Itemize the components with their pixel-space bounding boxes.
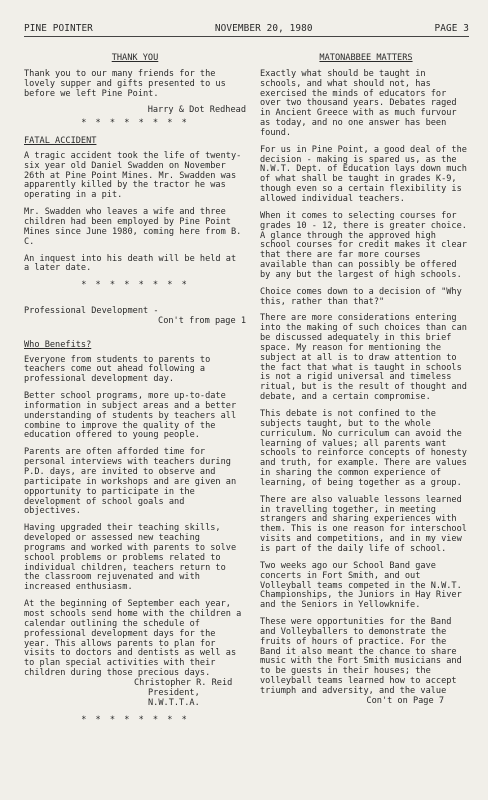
continued-notice: Con't on Page 7 [366,695,444,706]
accident-paragraph: Mr. Swadden who leaves a wife and three children had been employed by Pine Point Mines since June 1980, coming here from B. C. [24,207,242,247]
prof-dev-paragraph: Everyone from students to parents to teachers come out ahead following a professional development day. [24,354,211,385]
article-paragraph: When it comes to selecting courses for grades 10 - 12, there is greater choice. A glance through the approved high school courses for credit makes it clear that there are far more courses available than can possibly be offered by any but the largest of high schools. [260,210,467,280]
article-paragraph: Exactly what should be taught in schools, and what should not, has exercised the minds of educators for over two thousand years. Debates raged in Ancient Greece with as much furvour as today, and no one answer has been found. [260,68,457,138]
article-paragraph: This debate is not confined to the subjects taught, but to the whole curriculum. No curriculum can avoid the learning of values; all parents want schools to reinforce concepts of honesty and truth, for example. There are values in sharing the common experience of learning, of being together as a group. [260,409,467,488]
prof-dev-paragraph: Better school programs, more up-to-date information in subject areas and a better understanding of students by teachers all combine to improve the quality of the education offered to young people. [24,391,237,441]
thank-you-heading: THANK YOU [111,53,159,63]
accident-paragraph: An inquest into his death will be held at a later date. [24,253,237,274]
section-divider: * * * * * * * * [81,118,189,129]
prof-dev-continued: Con't from page 1 [158,315,246,326]
signer-org: N.W.T.T.A. [148,697,200,708]
article-paragraph: For us in Pine Point, a good deal of the decision - making is spared us, as the N.W.T. Dept. of Education lays down much of what shall be taught in grades K-9, though even so a certain flexibility is allowed individual teachers. [260,144,467,204]
prof-dev-paragraph: Having upgraded their teaching skills, developed or assessed new teaching programs and worked with parents to solve school problems or problems related to individual children, teachers return to the classroom rejuvenated and with increased enthusiasm. [24,523,237,593]
right-column [260,54,472,707]
signer-title: President, [148,687,200,698]
accident-paragraph: A tragic accident took the life of twenty-six year old Daniel Swadden on November 26th at Pine Point Mines. Mr. Swadden was apparently killed by the tractor he was operating in a pit. [24,150,242,201]
prof-dev-paragraph: At the beginning of September each year, most schools send home with the children a calendar outlining the schedule of professional development days for the year. This allows parents to plan for visits to doctors and dentists as well as to plan special activities with their children during those precious days. [24,599,242,679]
prof-dev-paragraph: Parents are often afforded time for personal interviews with teachers during P.D. days, are invited to observe and participate in workshops and are given an opportunity to participate in the development of school goals and objectives. [24,447,237,517]
prof-dev-title: Professional Development - [24,306,159,317]
section-divider: * * * * * * * * [81,280,189,291]
left-column [24,54,246,734]
issue-date: NOVEMBER 20, 1980 [214,23,313,34]
page-header [24,23,469,37]
thank-you-signature: Harry & Dot Redhead [147,105,246,116]
article-paragraph: Two weeks ago our School Band gave concerts in Fort Smith, and out Volleyball teams competed in the N.W.T. Championships, the Juniors in Hay River and the Seniors in Yellowknife. [260,560,462,611]
page-number: PAGE 3 [434,23,469,34]
article-paragraph: There are also valuable lessons learned in travelling together, in meeting strangers and sharing experiences with them. This is one reason for interschool visits and competitions, and in my view is part of the daily life of school. [260,494,467,554]
section-divider: * * * * * * * * [81,715,189,726]
article-paragraph: These were opportunities for the Band and Volleyballers to demonstrate the fruits of hours of practice. For the Band it also meant the chance to share music with the Fort Smith musicians and to be guests in their houses; the volleyball teams learned how to accept triumph and adversity, and the value [260,617,462,696]
signer-name: Christopher R. Reid [134,677,233,688]
article-paragraph: Choice comes down to a decision of "Why this, rather than that?" [260,286,462,307]
matonabbee-heading: MATONABBEE MATTERS [319,53,413,63]
accident-heading: FATAL ACCIDENT [24,136,97,147]
thank-you-body: Thank you to our many friends for the lovely supper and gifts presented to us before we left Pine Point. [24,68,226,99]
who-benefits-heading: Who Benefits? [24,339,92,350]
article-paragraph: There are more considerations entering into the making of such choices than can be discussed adequately in this brief space. My reason for mentioning the subject at all is to draw attention to the fact that what is taught in schools is not a rigid universal and timeless ritual, but is the result of thought and debate, and a certain compromise. [260,313,467,403]
publication-name: PINE POINTER [24,23,93,34]
